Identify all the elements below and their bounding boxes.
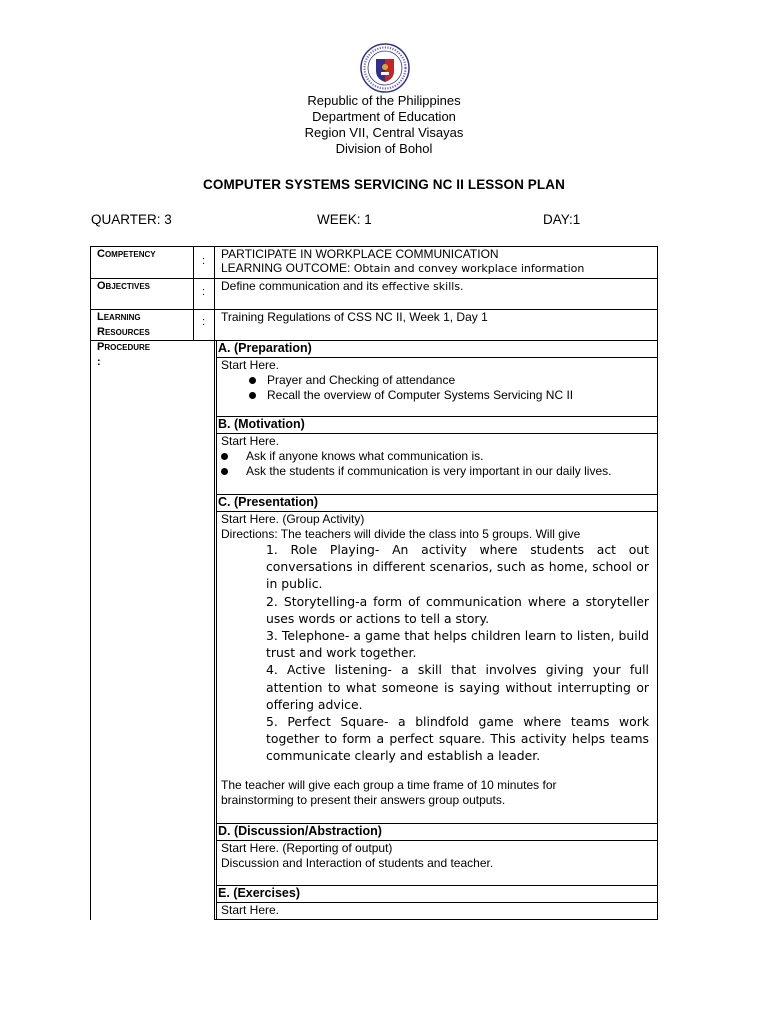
resources-label bbox=[97, 310, 150, 340]
list-item: Ask if anyone knows what communication is. bbox=[221, 449, 611, 464]
bullet-icon bbox=[221, 453, 228, 460]
section-e-body bbox=[221, 903, 279, 918]
learning-outcome-prefix: LEARNING OUTCOME: bbox=[221, 261, 354, 275]
list-item: Recall the overview of Computer Systems Servicing NC II bbox=[249, 388, 573, 403]
section-b-body bbox=[221, 434, 611, 480]
section-b-start: Start Here. bbox=[221, 434, 280, 448]
section-a-body bbox=[221, 358, 573, 404]
section-d-line: Discussion and Interaction of students and teacher. bbox=[221, 856, 494, 871]
agency-header bbox=[0, 93, 768, 157]
section-c-closing bbox=[221, 778, 557, 808]
lesson-plan-table bbox=[90, 246, 658, 920]
section-c-start: Start Here. (Group Activity) bbox=[221, 512, 365, 526]
section-c-heading: C. (Presentation) bbox=[218, 495, 319, 509]
objectives-colon: : bbox=[202, 286, 206, 298]
week-label: WEEK: 1 bbox=[317, 212, 372, 227]
header-republic: Republic of the Philippines bbox=[307, 93, 461, 108]
competency-label: Competency bbox=[97, 248, 156, 260]
table-border bbox=[90, 246, 91, 920]
section-a-start: Start Here. bbox=[221, 358, 280, 372]
list-item: 1. Role Playing- An activity where students act out conversations in different scenarios, such as home, school or in public. bbox=[266, 542, 649, 592]
header-region: Region VII, Central Visayas bbox=[304, 125, 464, 140]
document-title: COMPUTER SYSTEMS SERVICING NC II LESSON PLAN bbox=[203, 177, 565, 192]
resources-label-line2: Resources bbox=[97, 326, 150, 338]
objectives-label: Objectives bbox=[97, 280, 151, 292]
learning-outcome bbox=[221, 261, 584, 276]
section-c-closing-line1: The teacher will give each group a time frame of 10 minutes for bbox=[221, 778, 557, 792]
header-department: Department of Education bbox=[312, 109, 456, 124]
list-item: Prayer and Checking of attendance bbox=[249, 373, 573, 388]
quarter-label: QUARTER: 3 bbox=[91, 212, 172, 227]
procedure-label bbox=[97, 340, 150, 370]
section-e-heading: E. (Exercises) bbox=[218, 886, 300, 900]
bullet-icon bbox=[221, 468, 228, 475]
competency-colon: : bbox=[202, 255, 206, 267]
section-c-intro bbox=[221, 512, 580, 542]
procedure-colon: : bbox=[97, 356, 101, 368]
deped-seal-logo bbox=[353, 43, 417, 93]
objectives-text: Define communication and its bbox=[221, 279, 382, 293]
activity-list bbox=[266, 541, 649, 765]
section-a-heading: A. (Preparation) bbox=[218, 341, 312, 355]
header-division: Division of Bohol bbox=[335, 141, 433, 156]
table-divider bbox=[90, 340, 658, 341]
resources-label-line1: Learning bbox=[97, 311, 141, 323]
objectives-value bbox=[221, 279, 464, 294]
procedure-label-text: Procedure bbox=[97, 341, 151, 353]
resources-colon: : bbox=[202, 316, 206, 328]
table-divider bbox=[193, 246, 194, 340]
day-label: DAY:1 bbox=[543, 212, 581, 227]
section-c-closing-line2: brainstorming to present their answers group outputs. bbox=[221, 793, 506, 808]
section-d-heading: D. (Discussion/Abstraction) bbox=[218, 824, 382, 838]
section-c-directions: Directions: The teachers will divide the class into 5 groups. Will give bbox=[221, 527, 581, 542]
bullet-icon bbox=[249, 377, 256, 384]
learning-outcome-text: Obtain and convey workplace information bbox=[353, 262, 585, 275]
list-item: 2. Storytelling-a form of communication where a storyteller uses words or actions to tell a story. bbox=[266, 593, 649, 626]
section-b-heading: B. (Motivation) bbox=[218, 417, 305, 431]
table-divider bbox=[214, 246, 215, 920]
list-item: 5. Perfect Square- a blindfold game where teams work together to form a perfect square. This activity helps teams communicate clearly and establish a leader. bbox=[266, 714, 649, 764]
section-e-start: Start Here. bbox=[221, 903, 280, 917]
list-item: 4. Active listening- a skill that involves giving your full attention to what someone is saying without interrupting or offering advice. bbox=[266, 662, 649, 712]
section-d-body bbox=[221, 841, 493, 871]
table-divider bbox=[216, 902, 658, 903]
section-d-start: Start Here. (Reporting of output) bbox=[221, 841, 393, 855]
list-item: 3. Telephone- a game that helps children learn to listen, build trust and work together. bbox=[266, 628, 649, 661]
table-border bbox=[657, 246, 658, 920]
list-item: Ask the students if communication is very important in our daily lives. bbox=[221, 464, 611, 479]
competency-value bbox=[221, 247, 584, 276]
resources-value: Training Regulations of CSS NC II, Week 1, Day 1 bbox=[221, 310, 488, 324]
objectives-text-end: effective skills. bbox=[381, 280, 464, 293]
bullet-icon bbox=[249, 392, 256, 399]
table-divider bbox=[216, 340, 217, 920]
table-border bbox=[214, 919, 658, 920]
competency-title: PARTICIPATE IN WORKPLACE COMMUNICATION bbox=[221, 247, 499, 261]
